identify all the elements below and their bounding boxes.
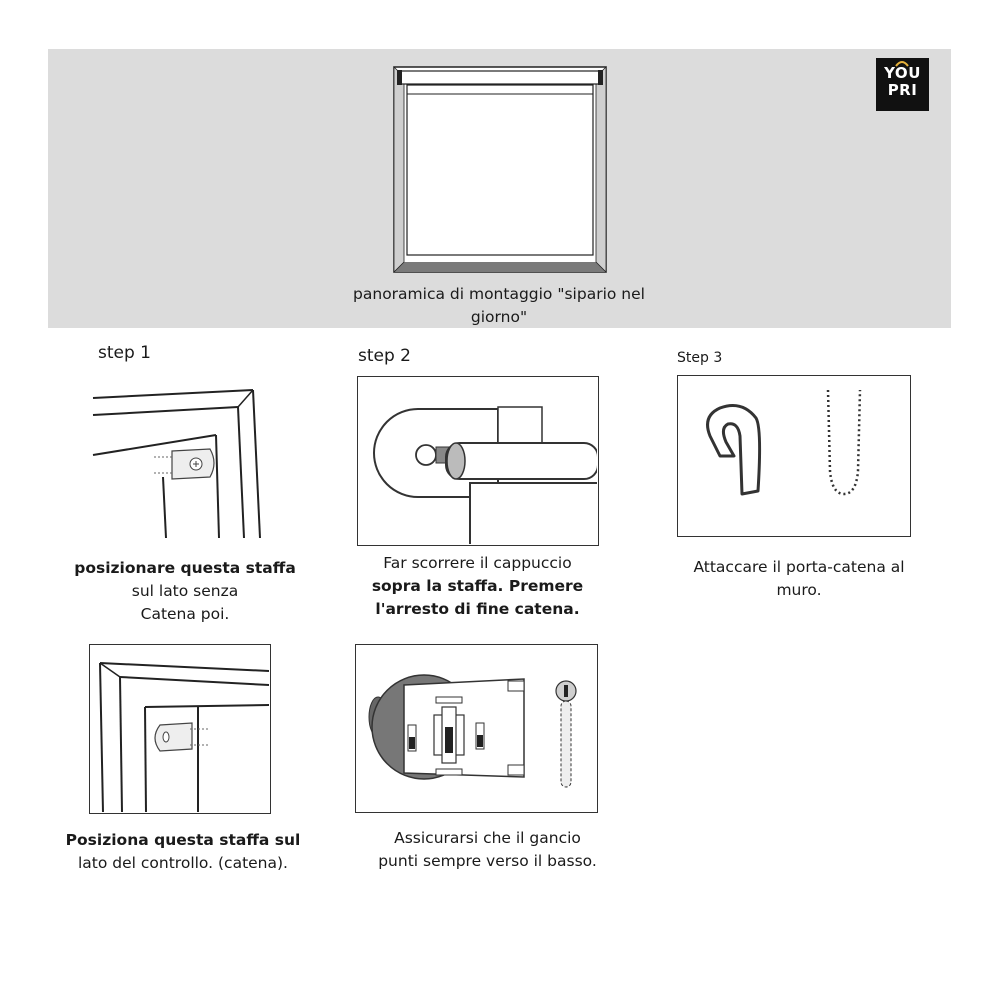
step-2-label: step 2 [358,346,411,366]
overview-caption-line2: giorno" [470,308,528,326]
step-3-panel [677,375,911,537]
step-2-caption-bold3: l'arresto di fine catena. [375,600,580,618]
step-1-control-caption [62,829,304,875]
step-2-panel [357,376,599,546]
step-2-caption-bold2: sopra la staffa. Premere [371,577,584,595]
step-3-caption-line1: Attaccare il porta-catena al [693,558,905,576]
step-1-caption-line2: sul lato senza [131,582,239,600]
step-1-caption [70,557,300,626]
step-2-hook-panel [355,644,598,813]
roller-blind-overview-illustration [393,66,608,276]
step-2-hook-caption-line2: punti sempre verso il basso. [378,852,597,870]
step-1-control-caption-bold: Posiziona questa staffa sul [65,831,301,849]
step-3-caption [675,556,923,602]
step-1-label: step 1 [98,343,151,363]
step-1-control-caption-line2: lato del controllo. (catena). [78,854,288,872]
step-1-caption-line3: Catena poi. [140,605,230,623]
step-2-caption-line1: Far scorrere il cappuccio [383,554,572,572]
step-3-caption-line2: muro. [776,581,822,599]
step-2-caption [355,552,600,621]
step-1-control-side-panel [89,644,271,814]
logo-line1: YOU [884,64,921,82]
step-1-caption-bold: posizionare questa staffa [74,559,296,577]
step-2-hook-caption [355,827,620,873]
overview-caption-line1: panoramica di montaggio "sipario nel [353,285,645,303]
overview-caption [330,283,668,329]
step-3-label: Step 3 [677,350,723,366]
step-1-bracket-illustration [88,383,268,543]
logo-line2: PRI [887,81,918,99]
step-2-hook-caption-line1: Assicurarsi che il gancio [394,829,581,847]
youpri-logo [876,58,929,111]
